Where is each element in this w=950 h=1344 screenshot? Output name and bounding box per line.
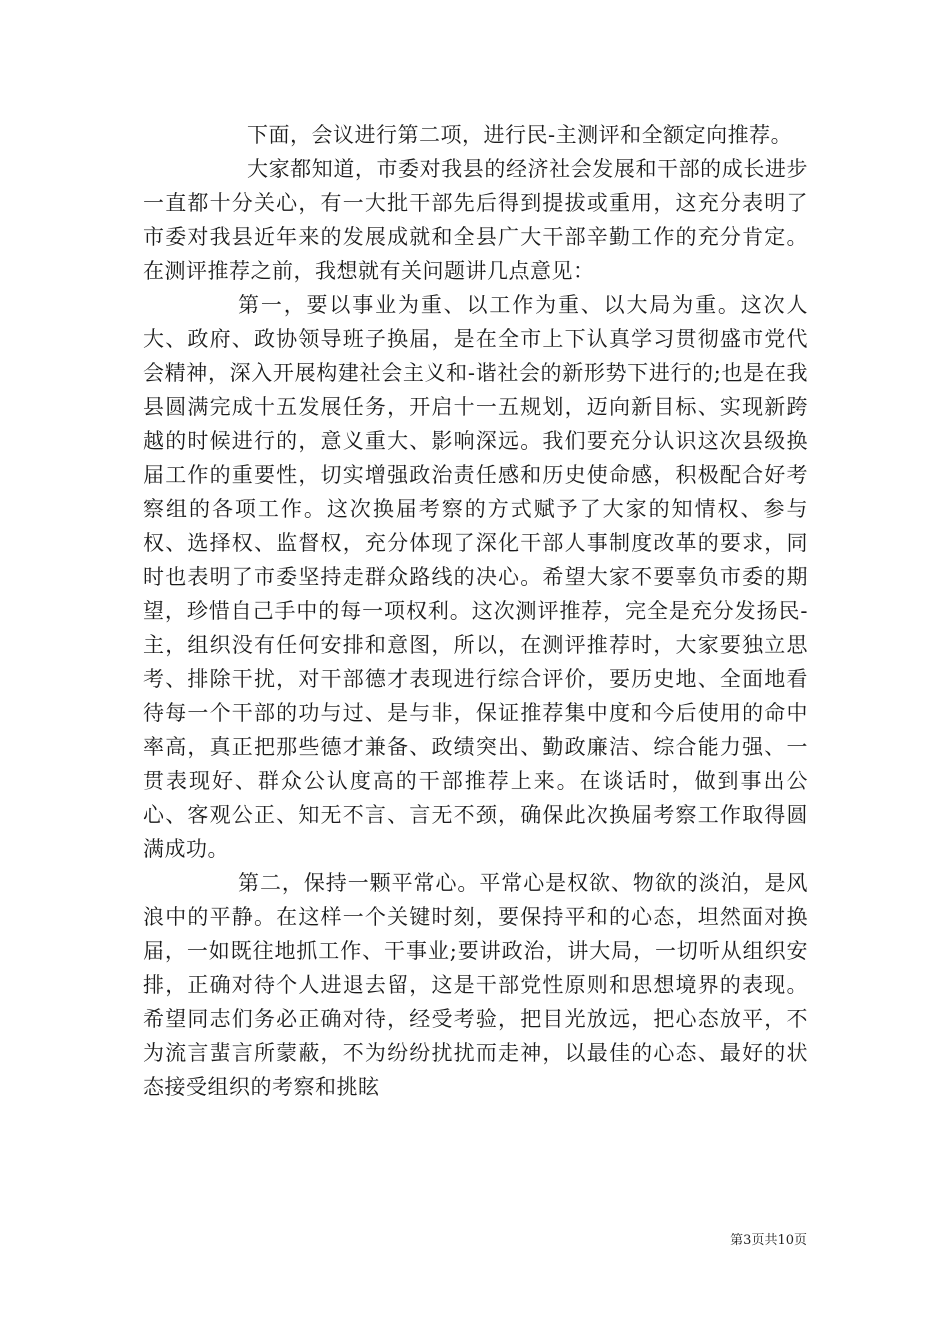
paragraph-agenda: 下面，会议进行第二项，进行民-主测评和全额定向推荐。 [247, 123, 793, 147]
paragraph-intro: 大家都知道，市委对我县的经济社会发展和干部的成长进步一直都十分关心，有一大批干部先后得到提拔或重用，这充分表明了市委对我县近年来的发展成就和全县广大干部辛勤工作的充分肯定。在测评推荐之前，我想就有关问题讲几点意见： [143, 157, 808, 283]
paragraph-point-one: 第一，要以事业为重、以工作为重、以大局为重。这次人大、政府、政协领导班子换届，是在全市上下认真学习贯彻盛市党代会精神，深入开展构建社会主义和-谐社会的新形势下进行的;也是在我县圆满完成十五发展任务，开启十一五规划，迈向新目标、实现新跨越的时候进行的，意义重大、影响深远。我们要充分认识这次县级换届工作的重要性，切实增强政治责任感和历史使命感，积极配合好考察组的各项工作。这次换届考察的方式赋予了大家的知情权、参与权、选择权、监督权，充分体现了深化干部人事制度改革的要求，同时也表明了市委坚持走群众路线的决心。希望大家不要辜负市委的期望，珍惜自己手中的每一项权利。这次测评推荐，完全是充分发扬民-主，组织没有任何安排和意图，所以，在测评推荐时，大家要独立思考、排除干扰，对干部德才表现进行综合评价，要历史地、全面地看待每一个干部的功与过、是与非，保证推荐集中度和今后使用的命中率高，真正把那些德才兼备、政绩突出、勤政廉洁、综合能力强、一贯表现好、群众公认度高的干部推荐上来。在谈话时，做到事出公心、客观公正、知无不言、言无不颈，确保此次换届考察工作取得圆满成功。 [143, 293, 808, 861]
document-body [143, 118, 808, 1104]
page-number-footer: 第3页共10页 [730, 1233, 807, 1248]
paragraph-point-two: 第二，保持一颗平常心。平常心是权欲、物欲的淡泊，是风浪中的平静。在这样一个关键时刻，要保持平和的心态，坦然面对换届，一如既往地抓工作、干事业;要讲政治，讲大局，一切听从组织安排，正确对待个人进退去留，这是干部党性原则和思想境界的表现。希望同志们务必正确对待，经受考验，把目光放远，把心态放平，不为流言蜚言所蒙蔽，不为纷纷扰扰而走神，以最佳的心态、最好的状态接受组织的考察和挑眩 [143, 871, 808, 1099]
